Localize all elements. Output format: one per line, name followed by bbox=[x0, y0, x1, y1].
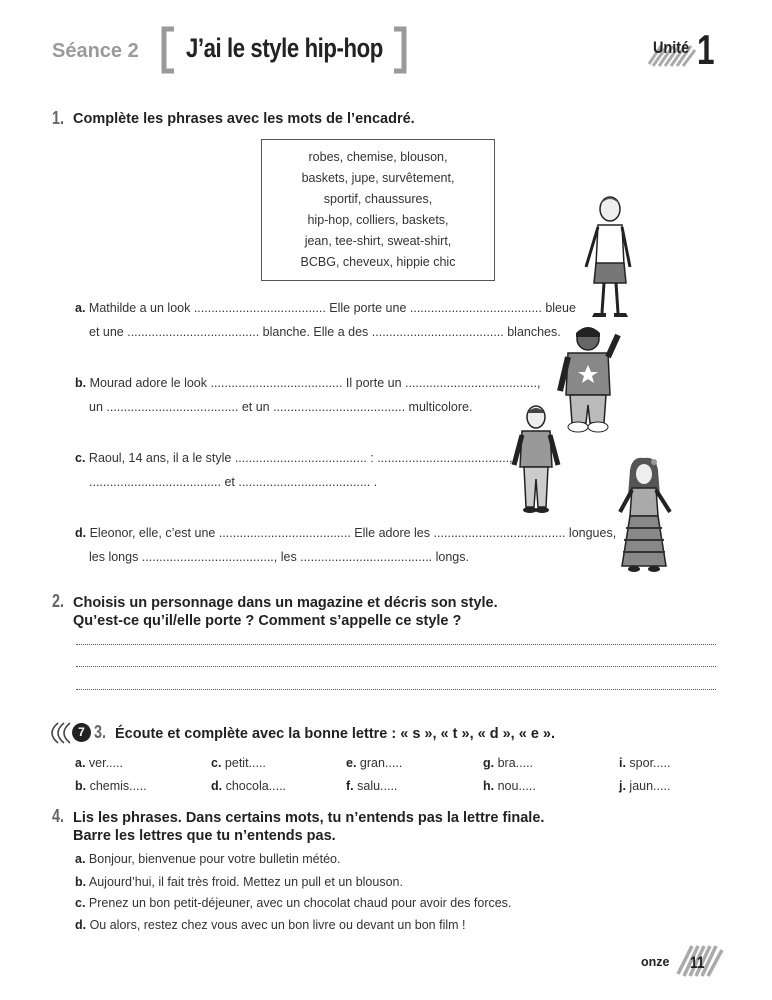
listening-item[interactable] bbox=[346, 779, 397, 793]
sentence-d-line-1[interactable] bbox=[75, 525, 616, 541]
listening-item[interactable] bbox=[483, 779, 536, 793]
item-letter: d. bbox=[211, 779, 223, 793]
sentence-text: Prenez un bon petit-déjeuner, avec un chocolat chaud pour avoir des forces. bbox=[85, 896, 512, 910]
item-word: chocola..... bbox=[222, 779, 287, 793]
exercise-4-number: 4. bbox=[52, 806, 65, 826]
exercise-1-number: 1. bbox=[52, 108, 65, 128]
sentence-c-line-2[interactable]: ...................................... et ...................................... . bbox=[89, 475, 378, 489]
item-letter: b. bbox=[75, 875, 87, 889]
item-letter: h. bbox=[483, 779, 495, 793]
boy-illustration-mourad bbox=[556, 325, 626, 435]
audio-waves-icon bbox=[44, 720, 72, 746]
item-letter: c. bbox=[211, 756, 222, 770]
listening-item[interactable] bbox=[619, 779, 670, 793]
listening-item[interactable] bbox=[75, 756, 123, 770]
unit-label: Unité bbox=[653, 38, 690, 57]
item-letter: j. bbox=[619, 779, 626, 793]
sentence-a-line-2[interactable]: et une ...................................... blanche. Elle a des ...................................... blanches. bbox=[89, 325, 561, 339]
sentence-text: Ou alors, restez chez vous avec un bon livre ou devant un bon film ! bbox=[86, 918, 466, 932]
sentence-text: Aujourd’hui, il fait très froid. Mettez un pull et un blouson. bbox=[86, 875, 403, 889]
sentence-item[interactable] bbox=[75, 917, 465, 933]
sentence-a-line-1[interactable] bbox=[75, 300, 576, 316]
sentence-b-line-1[interactable] bbox=[75, 375, 540, 391]
unit-badge bbox=[645, 26, 725, 73]
item-word: chemis..... bbox=[86, 779, 147, 793]
item-letter: d. bbox=[75, 526, 87, 540]
girl-illustration-eleonor bbox=[612, 456, 676, 576]
item-letter: d. bbox=[75, 918, 87, 932]
exercise-2-number: 2. bbox=[52, 591, 65, 611]
word-box bbox=[261, 139, 495, 281]
item-word: petit..... bbox=[221, 756, 266, 770]
sentence-text: Bonjour, bienvenue pour votre bulletin météo. bbox=[85, 852, 341, 866]
exercise-3-instruction: Écoute et complète avec la bonne lettre : « s », « t », « d », « e ». bbox=[115, 726, 556, 742]
word-box-line: BCBG, cheveux, hippie chic bbox=[300, 255, 456, 269]
item-word: nou..... bbox=[494, 779, 536, 793]
listening-item[interactable] bbox=[346, 756, 402, 770]
sentence-text: Mourad adore le look ...................................... Il porte un ......................................, bbox=[86, 376, 541, 390]
item-word: jaun..... bbox=[625, 779, 671, 793]
page-word: onze bbox=[641, 955, 670, 969]
unit-number: 1 bbox=[697, 26, 715, 73]
item-letter: c. bbox=[75, 451, 86, 465]
sentence-text: Raoul, 14 ans, il a le style ...................................... : ......................................, bbox=[85, 451, 513, 465]
page-title: J’ai le style hip-hop bbox=[186, 33, 383, 63]
exercise-3-number: 3. bbox=[94, 722, 107, 742]
item-letter: c. bbox=[75, 896, 86, 910]
sentence-text: Eleonor, elle, c’est une ...................................... Elle adore les ...................................... longues, bbox=[86, 526, 617, 540]
exercise-4-instruction-1: Lis les phrases. Dans certains mots, tu n’entends pas la lettre finale. bbox=[73, 810, 545, 826]
word-box-line: robes, chemise, blouson, bbox=[308, 150, 448, 164]
exercise-1-instruction: Complète les phrases avec les mots de l’encadré. bbox=[73, 111, 415, 127]
item-word: gran..... bbox=[356, 756, 403, 770]
item-letter: e. bbox=[346, 756, 357, 770]
exercise-2-instruction-2: Qu’est-ce qu’il/elle porte ? Comment s’appelle ce style ? bbox=[73, 613, 462, 629]
writing-line[interactable] bbox=[76, 689, 716, 690]
item-letter: a. bbox=[75, 756, 86, 770]
page-number-badge bbox=[676, 940, 724, 980]
sentence-text: Mathilde a un look ...................................... Elle porte une ...................................... bleue bbox=[85, 301, 576, 315]
item-letter: a. bbox=[75, 852, 86, 866]
sentence-b-line-2[interactable]: un ...................................... et un ...................................... multicolore. bbox=[89, 400, 473, 414]
sentence-d-line-2[interactable]: les longs ......................................, les ...................................... longs. bbox=[89, 550, 469, 564]
exercise-4-instruction-2: Barre les lettres que tu n’entends pas. bbox=[73, 828, 336, 844]
audio-track-badge[interactable]: 7 bbox=[72, 723, 91, 742]
writing-line[interactable] bbox=[76, 666, 716, 667]
exercise-2-instruction-1: Choisis un personnage dans un magazine et décris son style. bbox=[73, 595, 498, 611]
writing-line[interactable] bbox=[76, 644, 716, 645]
seance-label: Séance 2 bbox=[52, 40, 139, 62]
item-letter: g. bbox=[483, 756, 495, 770]
word-box-line: hip-hop, colliers, baskets, bbox=[307, 213, 449, 227]
boy-illustration-raoul bbox=[510, 405, 562, 515]
item-letter: b. bbox=[75, 376, 87, 390]
listening-item[interactable] bbox=[211, 779, 286, 793]
listening-item[interactable] bbox=[75, 779, 147, 793]
item-letter: i. bbox=[619, 756, 626, 770]
item-letter: a. bbox=[75, 301, 86, 315]
listening-item[interactable] bbox=[619, 756, 670, 770]
sentence-c-line-1[interactable] bbox=[75, 450, 513, 466]
word-box-line: sportif, chaussures, bbox=[323, 192, 433, 206]
item-word: ver..... bbox=[85, 756, 123, 770]
word-box-line: jean, tee-shirt, sweat-shirt, bbox=[304, 234, 452, 248]
item-word: spor..... bbox=[625, 756, 671, 770]
page-number: 11 bbox=[690, 953, 705, 972]
sentence-item[interactable] bbox=[75, 851, 340, 867]
listening-item[interactable] bbox=[483, 756, 533, 770]
item-word: salu..... bbox=[353, 779, 398, 793]
listening-item[interactable] bbox=[211, 756, 266, 770]
sentence-item[interactable] bbox=[75, 874, 403, 890]
word-box-line: baskets, jupe, survêtement, bbox=[301, 171, 455, 185]
girl-illustration-mathilde bbox=[580, 195, 636, 320]
sentence-item[interactable] bbox=[75, 895, 511, 911]
item-letter: b. bbox=[75, 779, 87, 793]
item-letter: f. bbox=[346, 779, 354, 793]
item-word: bra..... bbox=[494, 756, 534, 770]
